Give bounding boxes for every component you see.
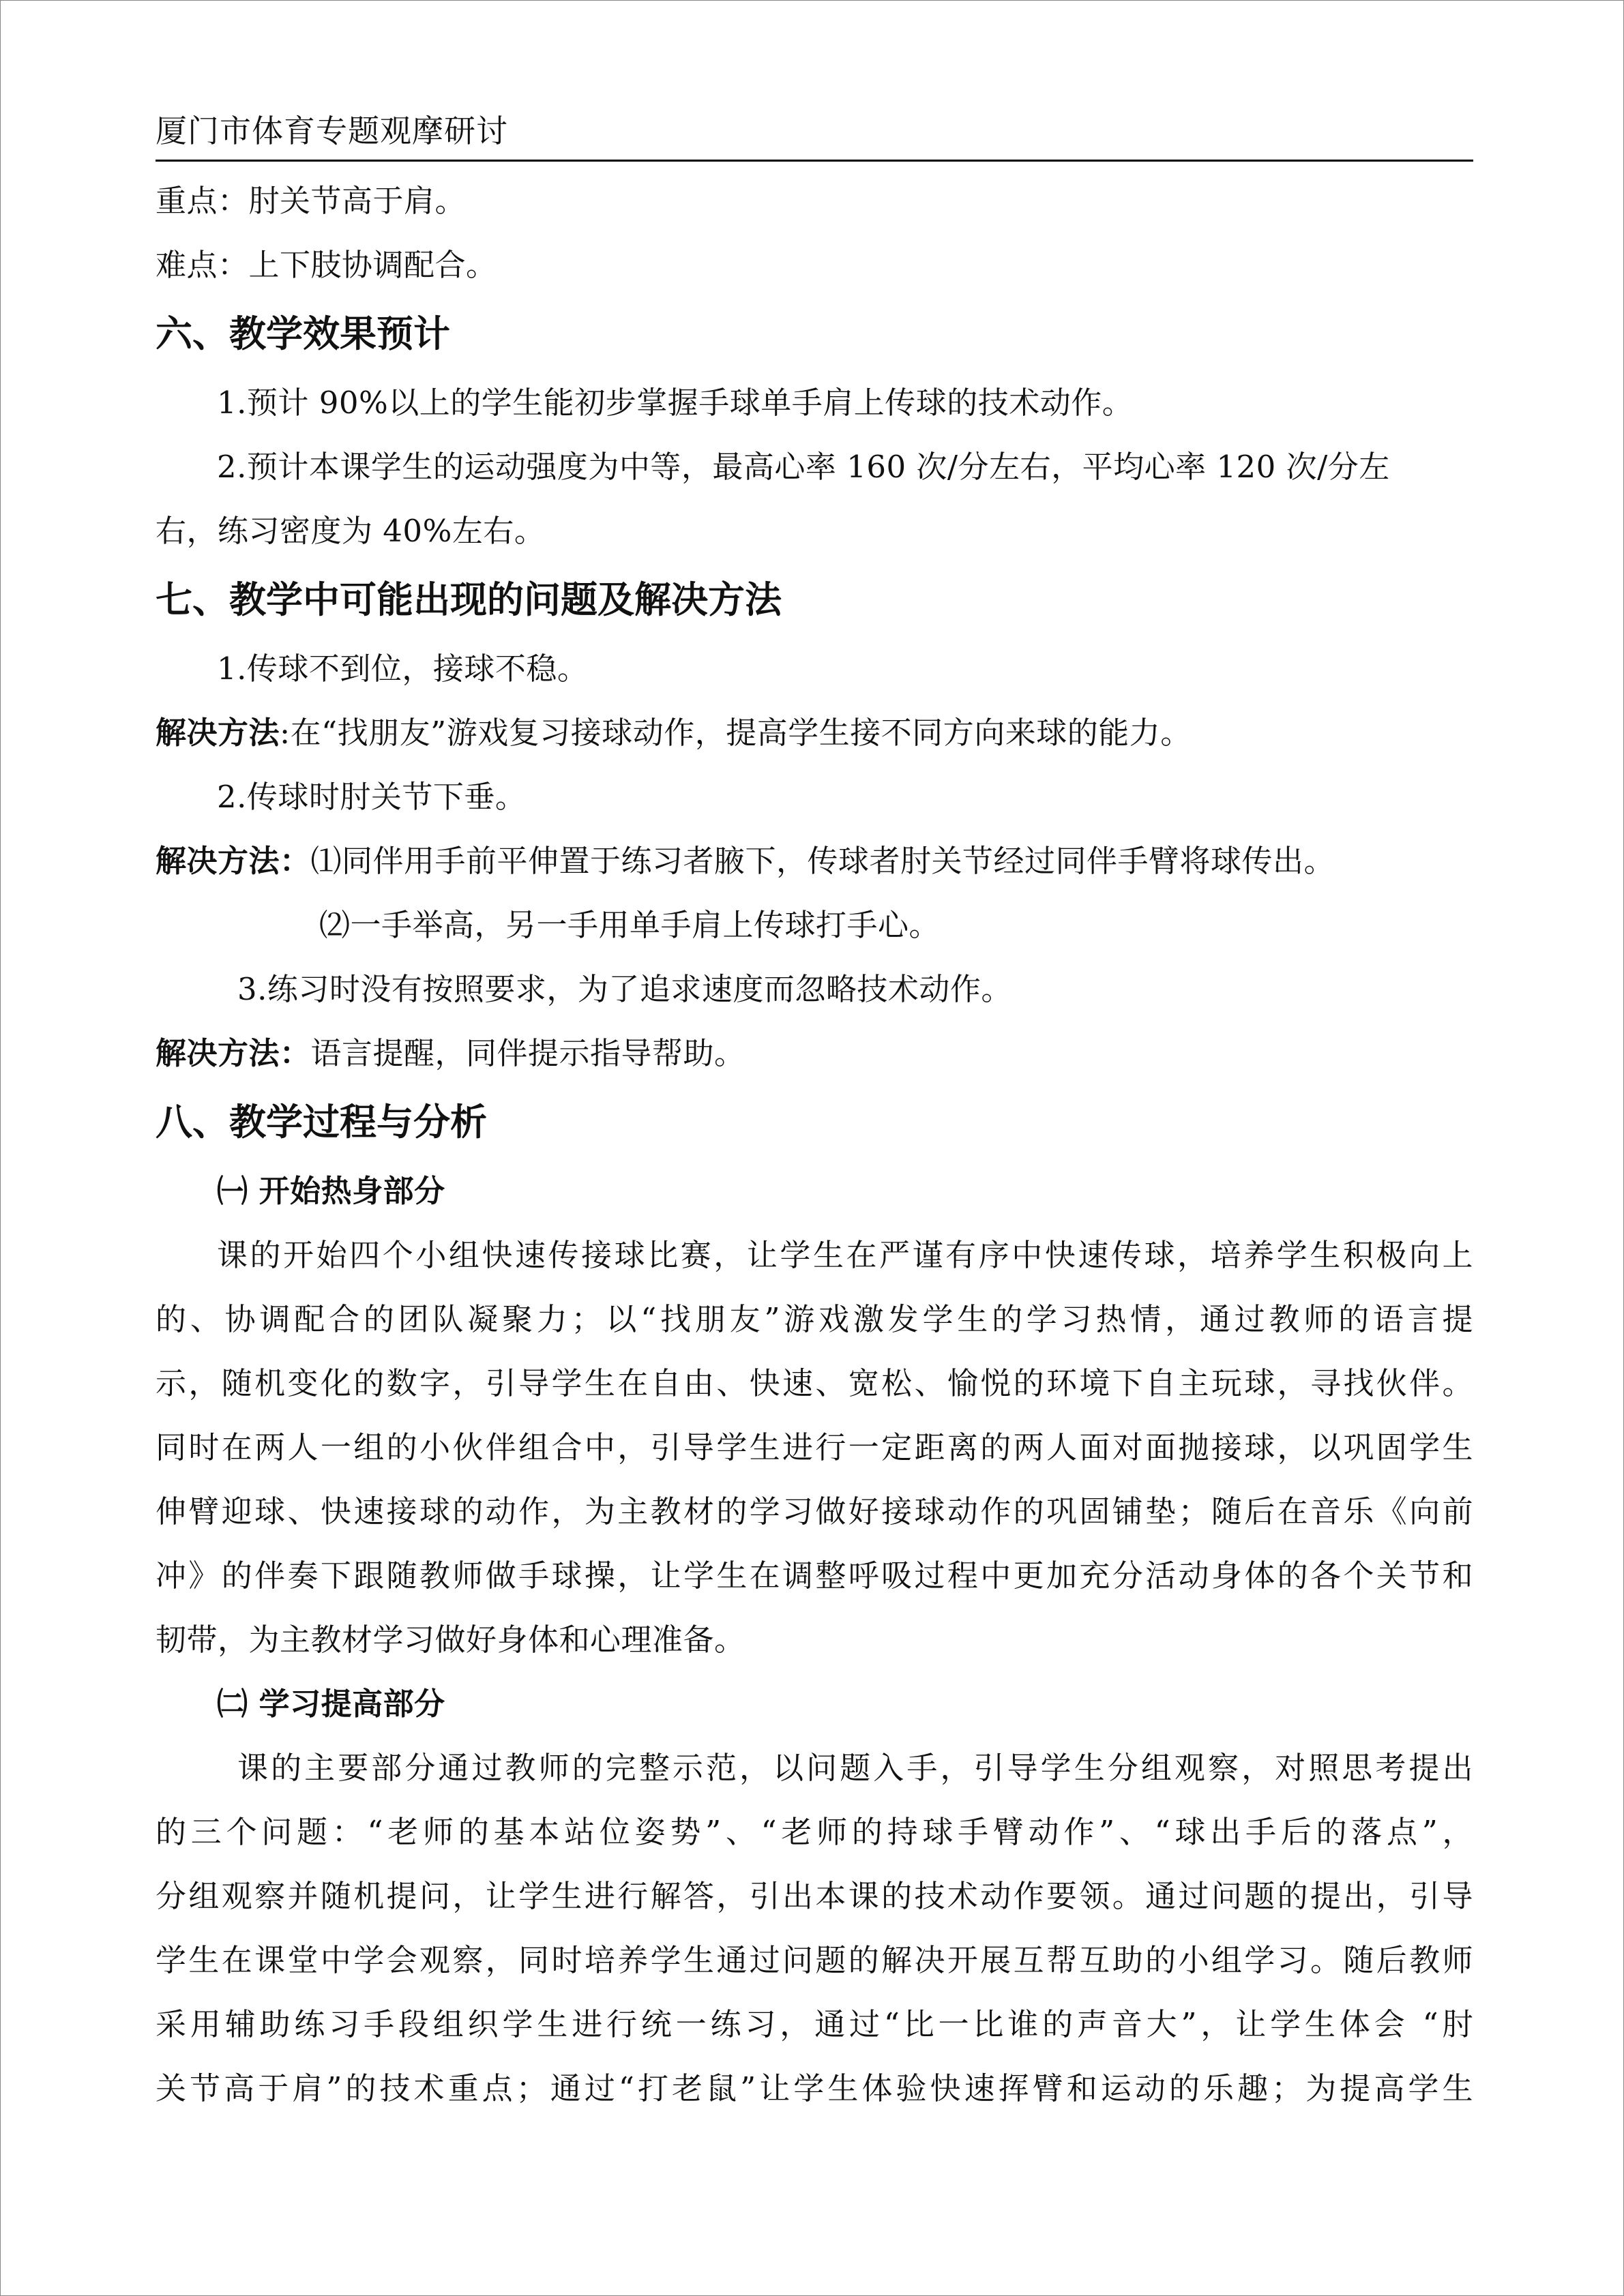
warmup-line: 示，随机变化的数字，引导学生在自由、快速、宽松、愉悦的环境下自主玩球，寻找伙伴。	[156, 1365, 1473, 1401]
document-body	[156, 169, 1473, 2121]
solution-1-text: :在“找朋友”游戏复习接球动作，提高学生接不同方向来球的能力。	[280, 715, 1192, 751]
section6-item1: 1.预计 90%以上的学生能初步掌握手球单手肩上传球的技术动作。	[217, 385, 1134, 421]
page-header-title: 厦门市体育专题观摩研讨	[156, 113, 508, 149]
solution-3-text: 语言提醒，同伴提示指导帮助。	[310, 1035, 745, 1071]
learning-line: 分组观察并随机提问，让学生进行解答，引出本课的技术动作要领。通过问题的提出，引导	[156, 1878, 1473, 1914]
warmup-line: 的、协调配合的团队凝聚力；以“找朋友”游戏激发学生的学习热情，通过教师的语言提	[156, 1301, 1473, 1337]
key-point-zhongdian: 重点：肘关节高于肩。	[156, 183, 467, 219]
solution-2a-text: ⑴同伴用手前平伸置于练习者腋下，传球者肘关节经过同伴手臂将球传出。	[310, 843, 1335, 879]
section6-title: 六、教学效果预计	[156, 312, 450, 355]
warmup-line: 同时在两人一组的小伙伴组合中，引导学生进行一定距离的两人面对面抛接球，以巩固学生	[156, 1429, 1473, 1465]
warmup-line: 韧带，为主教材学习做好身体和心理准备。	[156, 1622, 745, 1658]
solution-2b: ⑵一手举高，另一手用单手肩上传球打手心。	[319, 907, 941, 943]
problem-1: 1.传球不到位，接球不稳。	[217, 651, 589, 687]
subsection-learning-title: ㈡ 学习提高部分	[217, 1686, 445, 1722]
warmup-line: 课的开始四个小组快速传接球比赛，让学生在严谨有序中快速传球，培养学生积极向上	[217, 1237, 1473, 1273]
solution-label: 解决方法：	[156, 843, 311, 879]
warmup-line: 伸臂迎球、快速接球的动作，为主教材的学习做好接球动作的巩固铺垫；随后在音乐《向前	[156, 1493, 1473, 1530]
solution-2a	[156, 829, 1473, 893]
subsection-warmup-title: ㈠ 开始热身部分	[217, 1173, 445, 1209]
section7-title: 七、教学中可能出现的问题及解决方法	[156, 578, 782, 621]
learning-line: 采用辅助练习手段组织学生进行统一练习，通过“比一比谁的声音大”，让学生体会 “肘	[156, 2006, 1473, 2042]
solution-label: 解决方法	[156, 715, 280, 751]
learning-line: 课的主要部分通过教师的完整示范，以问题入手，引导学生分组观察，对照思考提出	[237, 1750, 1473, 1786]
problem-3: 3.练习时没有按照要求，为了追求速度而忽略技术动作。	[237, 971, 1012, 1007]
learning-line: 学生在课堂中学会观察，同时培养学生通过问题的解决开展互帮互助的小组学习。随后教师	[156, 1942, 1473, 1978]
solution-label: 解决方法：	[156, 1035, 311, 1071]
section6-item2-line2: 右，练习密度为 40%左右。	[156, 513, 546, 549]
header-rule	[156, 160, 1473, 162]
solution-3	[156, 1022, 1473, 1086]
learning-line: 关节高于肩”的技术重点；通过“打老鼠”让学生体验快速挥臂和运动的乐趣；为提高学生	[156, 2070, 1473, 2106]
warmup-line: 冲》的伴奏下跟随教师做手球操，让学生在调整呼吸过程中更加充分活动身体的各个关节和	[156, 1557, 1473, 1594]
key-point-nandian: 难点：上下肢协调配合。	[156, 247, 497, 283]
problem-2: 2.传球时肘关节下垂。	[217, 779, 527, 815]
section6-item2-line1: 2.预计本课学生的运动强度为中等，最高心率 160 次/分左右，平均心率 120 次/分左	[217, 449, 1390, 485]
learning-line: 的三个问题：“老师的基本站位姿势”、“老师的持球手臂动作”、“球出手后的落点”，	[156, 1814, 1473, 1850]
section8-title: 八、教学过程与分析	[156, 1101, 487, 1144]
solution-1	[156, 701, 1473, 765]
